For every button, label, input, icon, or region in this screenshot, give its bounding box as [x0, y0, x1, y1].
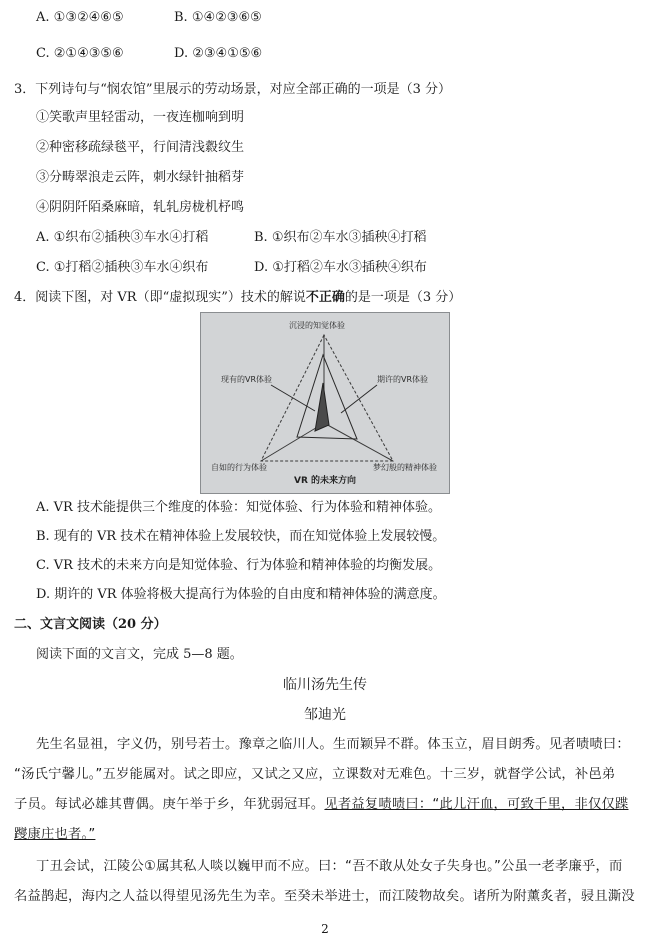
option-letter: D.	[174, 46, 189, 61]
q3-option-a	[36, 228, 208, 248]
option-letter: B.	[174, 10, 188, 25]
label-top: 沉浸的知觉体验	[289, 321, 345, 330]
q3-option-d	[254, 258, 427, 278]
option-letter: A.	[36, 230, 50, 245]
q3-option-c	[36, 258, 208, 278]
q4-stem-emphasis: 不正确	[305, 290, 345, 305]
section-instruction: 阅读下面的文言文，完成 5—8 题。	[36, 647, 243, 662]
label-bottom-left: 自如的行为体验	[211, 463, 267, 472]
q4-stem	[14, 288, 461, 308]
option-text: ①③②④⑥⑤	[53, 10, 124, 25]
option-text: ①织布②车水③插秧④打稻	[271, 230, 427, 245]
q2-option-b	[174, 8, 262, 28]
q3-line-1: ①笑歌声里轻雷动，一夜连枷响到明	[36, 110, 245, 125]
q2-option-d	[174, 44, 262, 64]
q3-option-b	[254, 228, 426, 248]
passage-title: 临川汤先生传	[283, 677, 367, 693]
passage-line: “汤氏宁馨儿。”五岁能属对。试之即应，又试之又应，立课数对无难色。十三岁，就督学公试，补邑弟	[14, 767, 616, 782]
option-text: VR 技术的未来方向是知觉体验、行为体验和精神体验的均衡发展。	[53, 558, 442, 573]
passage-line	[14, 795, 628, 815]
arrow-current	[271, 385, 315, 411]
option-text: ②①④③⑤⑥	[53, 46, 124, 61]
axis-left	[261, 423, 324, 461]
label-bottom-right: 梦幻般的精神体验	[373, 463, 437, 472]
option-letter: A.	[36, 10, 50, 25]
q2-option-c	[36, 44, 124, 64]
axis-right	[324, 423, 393, 461]
vr-diagram	[200, 312, 450, 494]
option-text: ②③④①⑤⑥	[192, 46, 263, 61]
option-letter: A.	[36, 500, 50, 515]
q2-option-a	[36, 8, 124, 28]
label-current-vr: 现有的VR体验	[221, 375, 273, 384]
label-expected-vr: 期许的VR体验	[377, 375, 429, 384]
passage-line: 名益鹊起，海内之人益以得望见汤先生为幸。至癸未举进士，而江陵物故矣。诸所为附薰炙者，骎且澌没	[14, 889, 635, 904]
current-vr-shape	[315, 383, 329, 431]
q4-option-a	[36, 498, 441, 518]
passage-line: 丁丑会试，江陵公①属其私人啖以巍甲而不应。曰：“吾不敢从处女子失身也。”公虽一老孝廉乎，而	[36, 859, 623, 874]
option-letter: D.	[36, 587, 51, 602]
option-letter: D.	[254, 260, 269, 275]
q4-stem-post: 的是一项是（3 分）	[344, 290, 462, 305]
option-text: 期许的 VR 体验将极大提高行为体验的自由度和精神体验的满意度。	[54, 587, 446, 602]
option-text: ①打稻②插秧③车水④织布	[53, 260, 209, 275]
passage-text: 子员。每试必雄其曹偶。庚午举于乡，年犹弱冠耳。	[14, 797, 325, 812]
q3-line-4: ④阴阴阡陌桑麻暗，轧轧房栊机杼鸣	[36, 200, 245, 215]
passage-author: 邹迪光	[304, 707, 346, 723]
option-letter: C.	[36, 558, 50, 573]
outer-triangle	[261, 335, 393, 461]
option-text: ①打稻②车水③插秧④织布	[272, 260, 427, 275]
option-letter: C.	[36, 46, 50, 61]
option-letter: C.	[36, 260, 50, 275]
figure-caption: VR 的未来方向	[293, 476, 357, 486]
q3-stem: 3．下列诗句与“悯农馆”里展示的劳动场景，对应全部正确的一项是（3 分）	[14, 82, 451, 97]
option-text: ①④②③⑥⑤	[191, 10, 262, 25]
q4-option-b	[36, 527, 445, 547]
q3-line-3: ③分畴翠浪走云阵，刺水绿针抽稻芽	[36, 170, 245, 185]
option-letter: B.	[36, 529, 50, 544]
q4-option-d	[36, 585, 446, 605]
option-text: 现有的 VR 技术在精神体验上发展较快，而在知觉体验上发展较慢。	[53, 529, 446, 544]
q4-option-c	[36, 556, 441, 576]
page-number: 2	[321, 922, 329, 936]
arrow-expected	[341, 385, 377, 413]
passage-line	[14, 825, 95, 845]
q4-stem-pre: 4．阅读下图，对 VR（即“虚拟现实”）技术的解说	[14, 290, 306, 305]
q3-line-2: ②种密移疏绿毯平，行间清浅縠纹生	[36, 140, 245, 155]
underlined-sentence-end: 躞康庄也者。”	[14, 827, 96, 842]
passage-line: 先生名显祖，字义仍，别号若士。豫章之临川人。生而颖异不群。体玉立，眉目朗秀。见者啧啧曰：	[36, 737, 630, 752]
option-text: VR 技术能提供三个维度的体验：知觉体验、行为体验和精神体验。	[53, 500, 441, 515]
option-text: ①织布②插秧③车水④打稻	[53, 230, 209, 245]
underlined-sentence: 见者益复啧啧曰：“此儿汗血，可致千里，非仅仅蹀	[324, 797, 629, 812]
option-letter: B.	[254, 230, 268, 245]
section-heading: 二、文言文阅读（20 分）	[14, 617, 167, 632]
